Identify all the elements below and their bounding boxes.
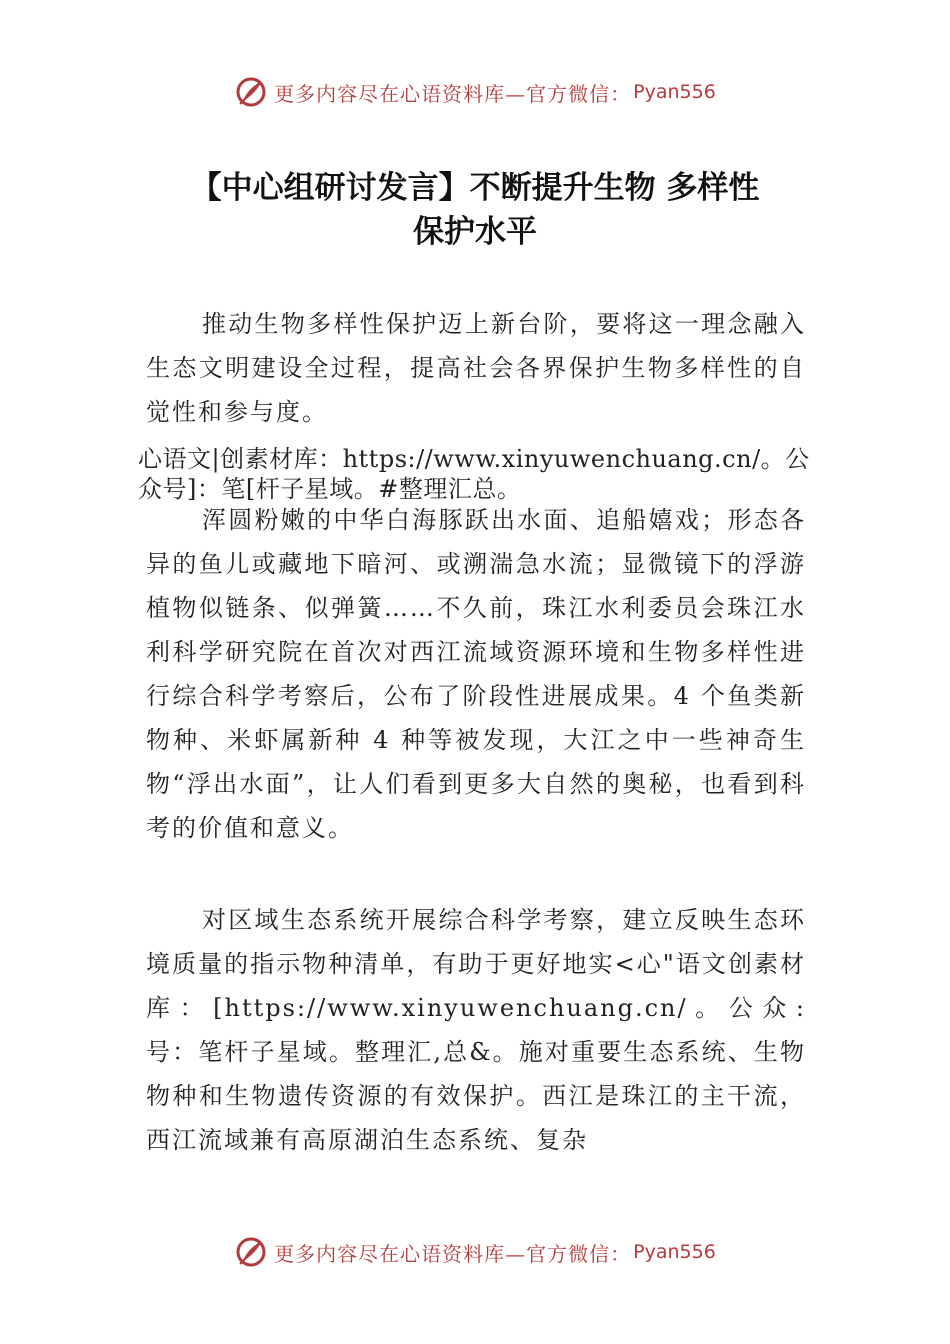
paragraph-2: 浑圆粉嫩的中华白海豚跃出水面、追船嬉戏；形态各异的鱼儿或藏地下暗河、或溯湍急水流；显微镜下的浮游植物似链条、似弹簧……不久前，珠江水利委员会珠江水利科学研究院在首次对西江流域资源环境和生物多样性进行综合科学考察后，公布了阶段性进展成果。4 个鱼类新物种、米虾属新种 4 种等被发现，大江之中一些神奇生物“浮出水面”，让人们看到更多大自然的奥秘，也看到科考的价值和意义。	[146, 506, 806, 842]
banner-wechat-id: Pyan556	[633, 1241, 716, 1263]
title-line-1: 【中心组研讨发言】不断提升生物 多样性	[190, 170, 760, 206]
paragraph-1: 推动生物多样性保护迈上新台阶，要将这一理念融入生态文明建设全过程，提高社会各界保护生物多样性的自觉性和参与度。	[146, 310, 806, 426]
feather-logo-icon	[234, 1235, 268, 1269]
feather-logo-icon	[234, 75, 268, 109]
source-note: 心语文|创素材库：https://www.xinyuwenchuang.cn/。公众号]：笔[杆子星域。#整理汇总。	[138, 445, 810, 503]
banner-text: 更多内容尽在心语资料库—官方微信：	[274, 1241, 632, 1266]
banner-wechat-id: Pyan556	[633, 81, 716, 103]
title-line-2: 保护水平	[413, 214, 537, 250]
paragraph-3: 对区域生态系统开展综合科学考察，建立反映生态环境质量的指示物种清单，有助于更好地实<心"语文创素材库：[https://www.xinyuwenchuang.cn/。公众:号：笔杆子星域。整理汇,总&。施对重要生态系统、生物物种和生物遗传资源的有效保护。西江是珠江的主干流，西江流域兼有高原湖泊生态系统、复杂	[146, 906, 806, 1154]
page-title	[60, 166, 890, 254]
header-banner	[0, 72, 950, 112]
banner-text: 更多内容尽在心语资料库—官方微信：	[274, 81, 632, 106]
footer-banner	[0, 1232, 950, 1272]
